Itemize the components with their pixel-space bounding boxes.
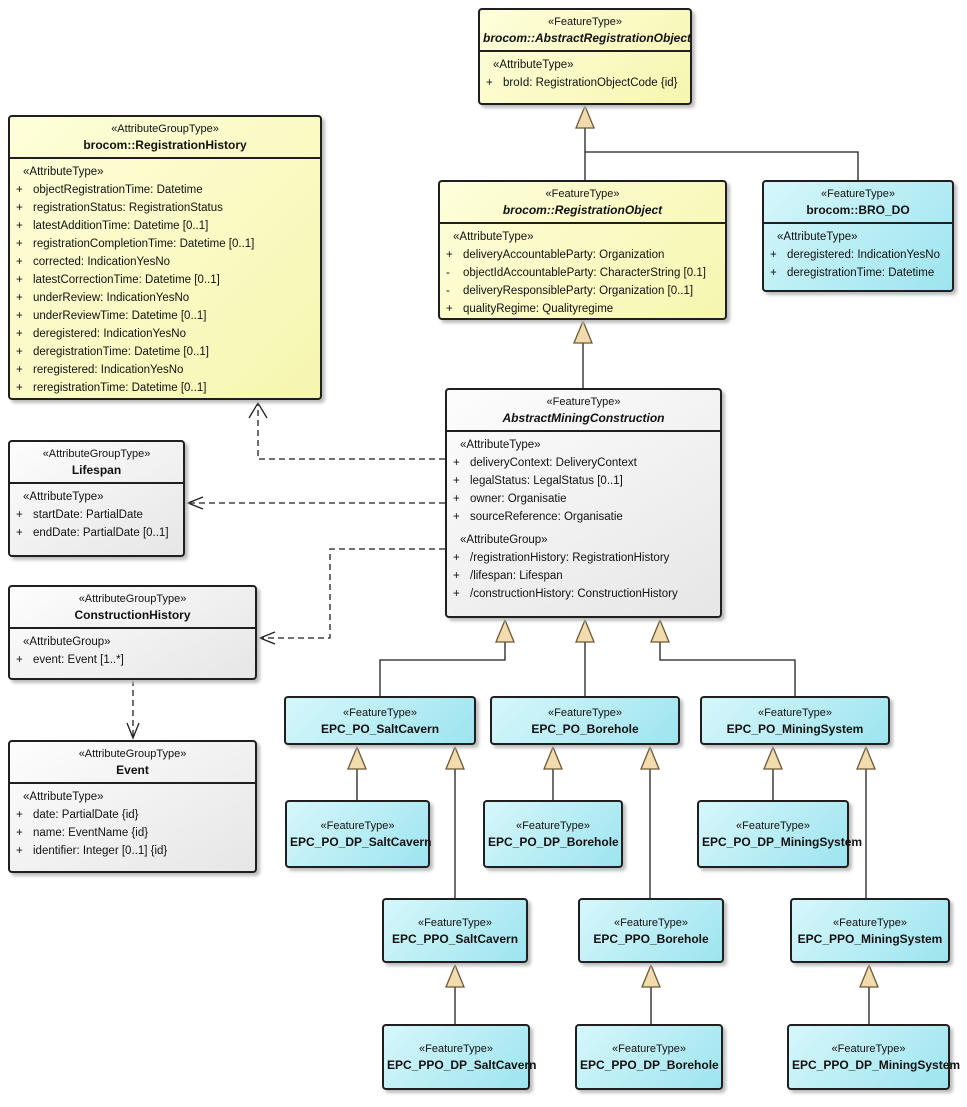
- class-epc-po-dp-saltcavern[interactable]: [285, 800, 430, 868]
- attribute: [10, 524, 181, 542]
- attribute: [10, 289, 318, 307]
- attribute: [480, 74, 688, 92]
- section-heading: «AttributeType»: [777, 231, 858, 243]
- class-epc-ppo-borehole[interactable]: [578, 898, 724, 963]
- class-epc-po-borehole[interactable]: [490, 696, 680, 745]
- visibility-marker: +: [453, 475, 460, 487]
- visibility-marker: +: [16, 274, 23, 286]
- class-name: EPC_PO_MiningSystem: [726, 721, 864, 736]
- attribute: [10, 271, 318, 289]
- stereotype-label: «FeatureType»: [821, 188, 895, 200]
- stereotype-label: «FeatureType»: [343, 706, 417, 719]
- attributes-compartment: [10, 484, 183, 542]
- section-heading: «AttributeType»: [453, 231, 534, 243]
- attribute: [10, 824, 253, 842]
- visibility-marker: +: [453, 570, 460, 582]
- class-name: EPC_PPO_DP_SaltCavern: [387, 1058, 537, 1072]
- class-header: [447, 390, 720, 432]
- attribute: [10, 199, 318, 217]
- class-header: [485, 814, 621, 854]
- section-heading: «AttributeType»: [460, 439, 541, 451]
- class-name: Lifespan: [71, 463, 122, 477]
- stereotype-label: «AttributeGroupType»: [42, 448, 151, 460]
- attribute-text: latestAdditionTime: Datetime [0..1]: [33, 220, 209, 232]
- stereotype-label: «FeatureType»: [736, 820, 810, 832]
- visibility-marker: +: [453, 457, 460, 469]
- attribute: [447, 508, 718, 526]
- class-name: brocom::RegistrationObject: [502, 203, 663, 217]
- attribute-text: startDate: PartialDate: [33, 509, 143, 521]
- attribute: [10, 506, 181, 524]
- class-construction-history[interactable]: [8, 585, 257, 680]
- attribute-text: /constructionHistory: ConstructionHistory: [470, 588, 678, 600]
- generalization-to-abstract-registration-object: [576, 106, 858, 180]
- section-heading: «AttributeGroup»: [23, 636, 111, 648]
- section-heading: «AttributeType»: [23, 166, 104, 178]
- section-heading: «AttributeGroup»: [460, 534, 548, 546]
- stereotype-label: «FeatureType»: [546, 396, 621, 408]
- attribute-text: registrationCompletionTime: Datetime [0..1]: [33, 238, 255, 250]
- attribute: [447, 549, 718, 567]
- attribute-text: sourceReference: Organisatie: [470, 511, 623, 523]
- class-name: EPC_PO_Borehole: [531, 721, 639, 736]
- attribute-text: broId: RegistrationObjectCode {id}: [503, 77, 678, 89]
- generalization-saltcavern-to-abstract-mining-construction: [380, 620, 514, 696]
- visibility-marker: -: [446, 285, 450, 297]
- class-registration-history[interactable]: [8, 115, 322, 400]
- visibility-marker: +: [16, 202, 23, 214]
- visibility-marker: +: [16, 382, 23, 394]
- stereotype-label: «FeatureType»: [320, 820, 395, 832]
- attribute-text: objectRegistrationTime: Datetime: [33, 184, 203, 196]
- attribute-text: deliveryContext: DeliveryContext: [470, 457, 637, 469]
- attribute-text: date: PartialDate {id}: [33, 809, 139, 821]
- generalization-ppo-borehole-to-po-borehole: [641, 747, 659, 898]
- generalization-ppo-miningsystem-to-po-miningsystem: [857, 747, 875, 898]
- attribute: [10, 235, 318, 253]
- stereotype-label: «FeatureType»: [833, 916, 907, 929]
- class-epc-ppo-saltcavern[interactable]: [382, 898, 528, 963]
- attribute-text: name: EventName {id}: [33, 827, 149, 839]
- attribute: [440, 282, 723, 300]
- class-header: [480, 10, 690, 52]
- class-name: brocom::RegistrationHistory: [83, 138, 247, 152]
- attribute: [10, 217, 318, 235]
- attributes-compartment: [447, 432, 720, 603]
- class-header: [384, 1037, 537, 1077]
- class-name: EPC_PPO_DP_Borehole: [580, 1058, 719, 1072]
- attribute: [440, 264, 723, 282]
- class-abstract-mining-construction[interactable]: [445, 388, 722, 618]
- class-header: [10, 442, 183, 484]
- dependency-to-event: [127, 680, 139, 738]
- attribute: [447, 472, 718, 490]
- attribute-text: deregistered: IndicationYesNo: [33, 328, 187, 340]
- visibility-marker: +: [16, 654, 23, 666]
- attribute-text: identifier: Integer [0..1] {id}: [33, 845, 168, 857]
- attribute-text: latestCorrectionTime: Datetime [0..1]: [33, 274, 220, 286]
- attribute-text: /registrationHistory: RegistrationHistory: [470, 552, 670, 564]
- section-heading: «AttributeType»: [23, 791, 104, 803]
- visibility-marker: +: [16, 292, 23, 304]
- class-name: EPC_PPO_SaltCavern: [391, 931, 519, 946]
- visibility-marker: -: [446, 267, 450, 279]
- class-name: EPC_PO_DP_SaltCavern: [290, 835, 432, 849]
- visibility-marker: +: [16, 238, 23, 250]
- class-name: AbstractMiningConstruction: [502, 411, 665, 425]
- attribute: [10, 806, 253, 824]
- generalization-ppo-dp-borehole-to-ppo-borehole: [642, 965, 660, 1024]
- attribute: [440, 246, 723, 264]
- stereotype-label: «FeatureType»: [545, 188, 620, 200]
- attributes-compartment: [480, 52, 690, 92]
- stereotype-label: «AttributeGroupType»: [111, 123, 219, 135]
- generalization-to-registration-object: [574, 321, 592, 388]
- attribute-text: owner: Organisatie: [470, 493, 567, 505]
- attribute-text: objectIdAccountableParty: CharacterString [0.1]: [463, 267, 706, 279]
- generalization-po-dp-miningsystem-to-po-miningsystem: [764, 747, 782, 800]
- attribute-text: corrected: IndicationYesNo: [33, 256, 171, 268]
- class-epc-po-dp-miningsystem[interactable]: [697, 800, 863, 868]
- class-name: ConstructionHistory: [74, 608, 191, 622]
- class-header: [577, 1037, 721, 1077]
- visibility-marker: +: [453, 511, 460, 523]
- class-name: EPC_PPO_Borehole: [593, 931, 709, 946]
- attribute: [764, 264, 950, 282]
- class-epc-ppo-dp-miningsystem[interactable]: [787, 1024, 961, 1090]
- visibility-marker: +: [453, 588, 460, 600]
- attribute-text: reregistrationTime: Datetime [0..1]: [33, 382, 207, 394]
- class-epc-po-miningsystem[interactable]: [700, 696, 890, 745]
- attribute-text: registrationStatus: RegistrationStatus: [33, 202, 223, 214]
- attribute-text: deregistrationTime: Datetime [0..1]: [33, 346, 209, 358]
- attribute: [10, 379, 318, 397]
- class-header: [702, 701, 888, 741]
- stereotype-label: «FeatureType»: [548, 16, 622, 28]
- stereotype-label: «FeatureType»: [614, 916, 688, 929]
- stereotype-label: «FeatureType»: [419, 1043, 493, 1055]
- attribute-text: underReview: IndicationYesNo: [33, 292, 190, 304]
- attribute: [447, 585, 718, 603]
- generalization-borehole-to-abstract-mining-construction: [576, 620, 594, 696]
- visibility-marker: +: [16, 220, 23, 232]
- class-name: EPC_PO_DP_MiningSystem: [702, 835, 863, 849]
- class-epc-ppo-miningsystem[interactable]: [790, 898, 950, 963]
- class-header: [10, 117, 320, 159]
- attributes-compartment: [10, 159, 320, 397]
- class-name: brocom::BRO_DO: [806, 203, 910, 217]
- attributes-compartment: [440, 224, 725, 318]
- attribute: [447, 490, 718, 508]
- attribute-text: reregistered: IndicationYesNo: [33, 364, 184, 376]
- generalization-po-dp-saltcavern-to-po-saltcavern: [348, 747, 366, 800]
- class-header: [384, 911, 526, 951]
- attribute-text: underReviewTime: Datetime [0..1]: [33, 310, 207, 322]
- visibility-marker: +: [16, 527, 23, 539]
- class-name: brocom::AbstractRegistrationObject: [483, 31, 692, 45]
- attribute-text: legalStatus: LegalStatus [0..1]: [470, 475, 623, 487]
- class-header: [764, 182, 952, 224]
- attribute: [440, 300, 723, 318]
- visibility-marker: +: [16, 328, 23, 340]
- visibility-marker: +: [446, 249, 453, 261]
- visibility-marker: +: [446, 303, 453, 315]
- attribute-text: /lifespan: Lifespan: [470, 570, 563, 582]
- class-header: [792, 911, 948, 951]
- class-header: [10, 587, 255, 629]
- generalization-miningsystem-to-abstract-mining-construction: [651, 620, 795, 696]
- class-abstract-registration-object[interactable]: [478, 8, 692, 105]
- attribute: [10, 343, 318, 361]
- attribute: [10, 651, 253, 669]
- visibility-marker: +: [486, 77, 493, 89]
- class-name: EPC_PPO_DP_MiningSystem: [792, 1058, 961, 1072]
- class-header: [287, 814, 432, 854]
- visibility-marker: +: [16, 310, 23, 322]
- stereotype-label: «AttributeGroupType»: [78, 748, 187, 760]
- class-header: [10, 742, 255, 784]
- stereotype-label: «FeatureType»: [831, 1043, 906, 1055]
- attribute: [10, 361, 318, 379]
- class-header: [699, 814, 863, 854]
- visibility-marker: +: [16, 346, 23, 358]
- stereotype-label: «FeatureType»: [418, 916, 492, 929]
- attribute-text: deregistered: IndicationYesNo: [787, 249, 941, 261]
- stereotype-label: «AttributeGroupType»: [78, 593, 187, 605]
- visibility-marker: +: [16, 809, 23, 821]
- attribute-text: endDate: PartialDate [0..1]: [33, 527, 169, 539]
- class-name: EPC_PPO_MiningSystem: [797, 931, 943, 946]
- dependency-to-lifespan: [188, 497, 445, 509]
- visibility-marker: +: [16, 256, 23, 268]
- class-name: EPC_PO_SaltCavern: [320, 721, 440, 736]
- section-heading: «AttributeType»: [493, 59, 574, 71]
- attribute-text: deregistrationTime: Datetime: [787, 267, 935, 279]
- visibility-marker: +: [16, 827, 23, 839]
- class-name: Event: [116, 763, 149, 777]
- attribute: [10, 253, 318, 271]
- class-header: [286, 701, 474, 741]
- class-epc-po-saltcavern[interactable]: [284, 696, 476, 745]
- generalization-ppo-dp-miningsystem-to-ppo-miningsystem: [860, 965, 878, 1024]
- class-header: [580, 911, 722, 951]
- visibility-marker: +: [16, 184, 23, 196]
- attribute: [10, 325, 318, 343]
- attribute: [10, 842, 253, 860]
- stereotype-label: «FeatureType»: [548, 706, 622, 719]
- visibility-marker: +: [16, 845, 23, 857]
- attribute-text: event: Event [1..*]: [33, 654, 124, 666]
- attribute: [10, 307, 318, 325]
- class-header: [440, 182, 725, 224]
- class-epc-ppo-dp-saltcavern[interactable]: [382, 1024, 537, 1090]
- attribute: [764, 246, 950, 264]
- attribute: [10, 181, 318, 199]
- stereotype-label: «FeatureType»: [612, 1043, 686, 1055]
- class-event[interactable]: [8, 740, 257, 873]
- class-epc-po-dp-borehole[interactable]: [483, 800, 623, 868]
- dependency-to-construction-history: [260, 549, 445, 644]
- attribute: [447, 454, 718, 472]
- attribute: [447, 567, 718, 585]
- class-epc-ppo-dp-borehole[interactable]: [575, 1024, 723, 1090]
- attributes-compartment: [10, 784, 255, 860]
- generalization-ppo-saltcavern-to-po-saltcavern: [446, 747, 464, 898]
- visibility-marker: +: [453, 493, 460, 505]
- attribute-text: deliveryAccountableParty: Organization: [463, 249, 665, 261]
- attribute-text: deliveryResponsibleParty: Organization [0..1]: [463, 285, 694, 297]
- section-heading: «AttributeType»: [23, 491, 104, 503]
- visibility-marker: +: [16, 364, 23, 376]
- stereotype-label: «FeatureType»: [516, 820, 590, 832]
- visibility-marker: +: [770, 249, 777, 261]
- visibility-marker: +: [770, 267, 777, 279]
- attributes-compartment: [764, 224, 952, 282]
- visibility-marker: +: [453, 552, 460, 564]
- dependency-to-registration-history: [249, 403, 445, 459]
- class-header: [789, 1037, 961, 1077]
- attribute-text: qualityRegime: Qualityregime: [463, 303, 614, 315]
- class-bro-do[interactable]: [762, 180, 954, 292]
- generalization-po-dp-borehole-to-po-borehole: [544, 747, 562, 800]
- class-lifespan[interactable]: [8, 440, 185, 557]
- generalization-ppo-dp-saltcavern-to-ppo-saltcavern: [446, 965, 464, 1024]
- class-header: [492, 701, 678, 741]
- stereotype-label: «FeatureType»: [758, 706, 832, 719]
- attributes-compartment: [10, 629, 255, 669]
- visibility-marker: +: [16, 509, 23, 521]
- class-registration-object[interactable]: [438, 180, 727, 320]
- class-name: EPC_PO_DP_Borehole: [488, 835, 619, 849]
